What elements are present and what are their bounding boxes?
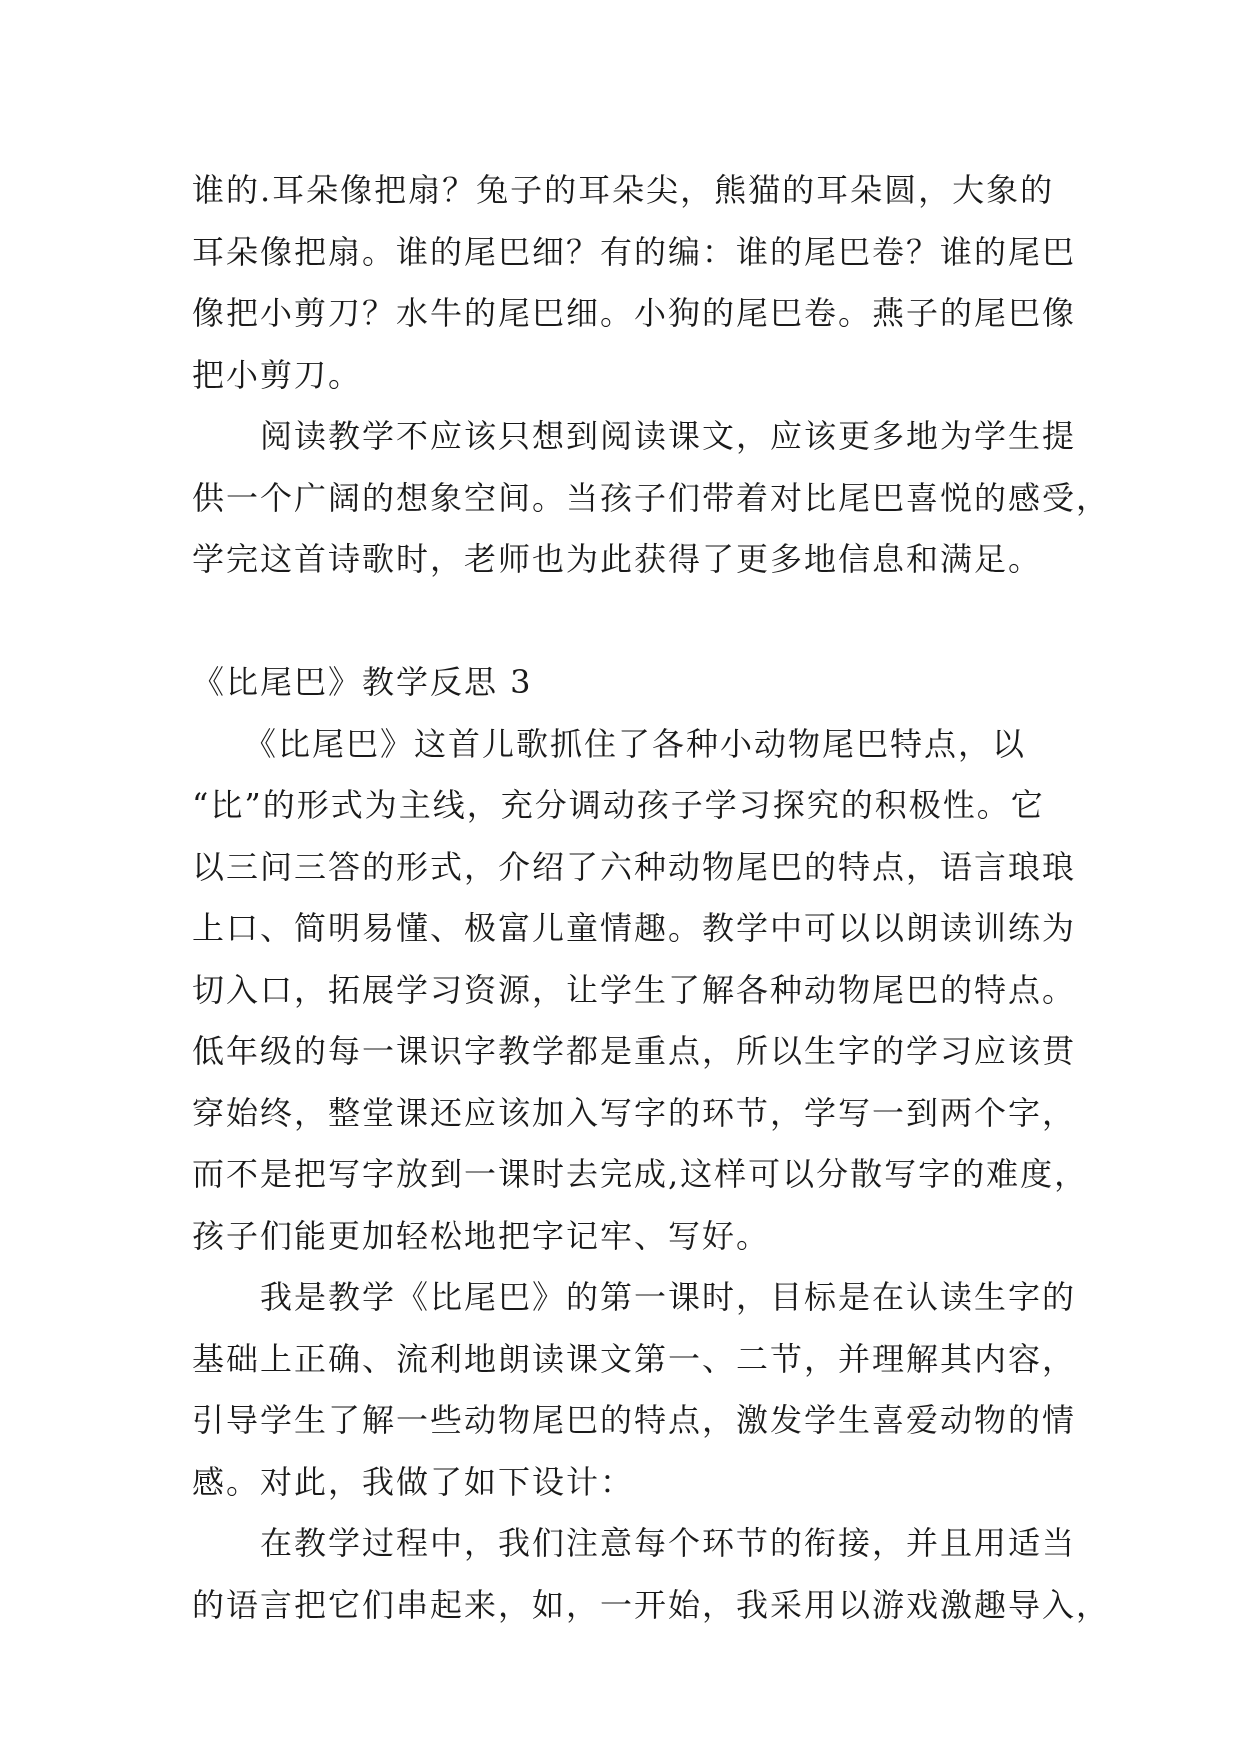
text-line: 以三问三答的形式，介绍了六种动物尾巴的特点，语言琅琅 <box>192 847 1077 886</box>
text-line: 上口、简明易懂、极富儿童情趣。教学中可以以朗读训练为 <box>192 909 1077 947</box>
text-line: 《比尾巴》这首儿歌抓住了各种小动物尾巴特点，以 <box>192 724 1027 763</box>
text-line: 切入口，拓展学习资源，让学生了解各种动物尾巴的特点。 <box>192 970 1077 1009</box>
text-line: 把小剪刀。 <box>192 355 363 394</box>
document-body <box>192 160 1111 1636</box>
text-line: 阅读教学不应该只想到阅读课文，应该更多地为学生提 <box>192 417 1077 455</box>
text-line: 低年级的每一课识字教学都是重点，所以生字的学习应该贯 <box>192 1032 1077 1070</box>
text-line: 在教学过程中，我们注意每个环节的衔接，并且用适当 <box>192 1524 1077 1562</box>
text-line: 的语言把它们串起来，如，一开始，我采用以游戏激趣导入， <box>192 1585 1111 1624</box>
text-line: “比”的形式为主线，充分调动孩子学习探究的积极性。它 <box>192 786 1045 824</box>
text-line: 引导学生了解一些动物尾巴的特点，激发学生喜爱动物的情 <box>192 1401 1077 1439</box>
section-gap <box>192 591 1062 653</box>
text-line: 感。对此，我做了如下设计： <box>192 1462 635 1501</box>
text-line: 谁的.耳朵像把扇？兔子的耳朵尖，熊猫的耳朵圆，大象的 <box>192 171 1055 209</box>
text-line: 我是教学《比尾巴》的第一课时，目标是在认读生字的 <box>192 1278 1077 1316</box>
text-line: 像把小剪刀？水牛的尾巴细。小狗的尾巴卷。燕子的尾巴像 <box>192 294 1077 332</box>
text-line: 耳朵像把扇。谁的尾巴细？有的编：谁的尾巴卷？谁的尾巴 <box>192 232 1077 271</box>
text-line: 基础上正确、流利地朗读课文第一、二节，并理解其内容， <box>192 1339 1077 1378</box>
text-line: 学完这首诗歌时，老师也为此获得了更多地信息和满足。 <box>192 540 1043 578</box>
text-line: 孩子们能更加轻松地把字记牢、写好。 <box>192 1216 771 1255</box>
text-line: 而不是把写字放到一课时去完成,这样可以分散写字的难度， <box>192 1155 1089 1193</box>
text-line: 供一个广阔的想象空间。当孩子们带着对比尾巴喜悦的感受， <box>192 478 1111 517</box>
section-heading: 《比尾巴》教学反思 3 <box>192 663 533 701</box>
text-line: 穿始终，整堂课还应该加入写字的环节，学写一到两个字， <box>192 1093 1077 1132</box>
